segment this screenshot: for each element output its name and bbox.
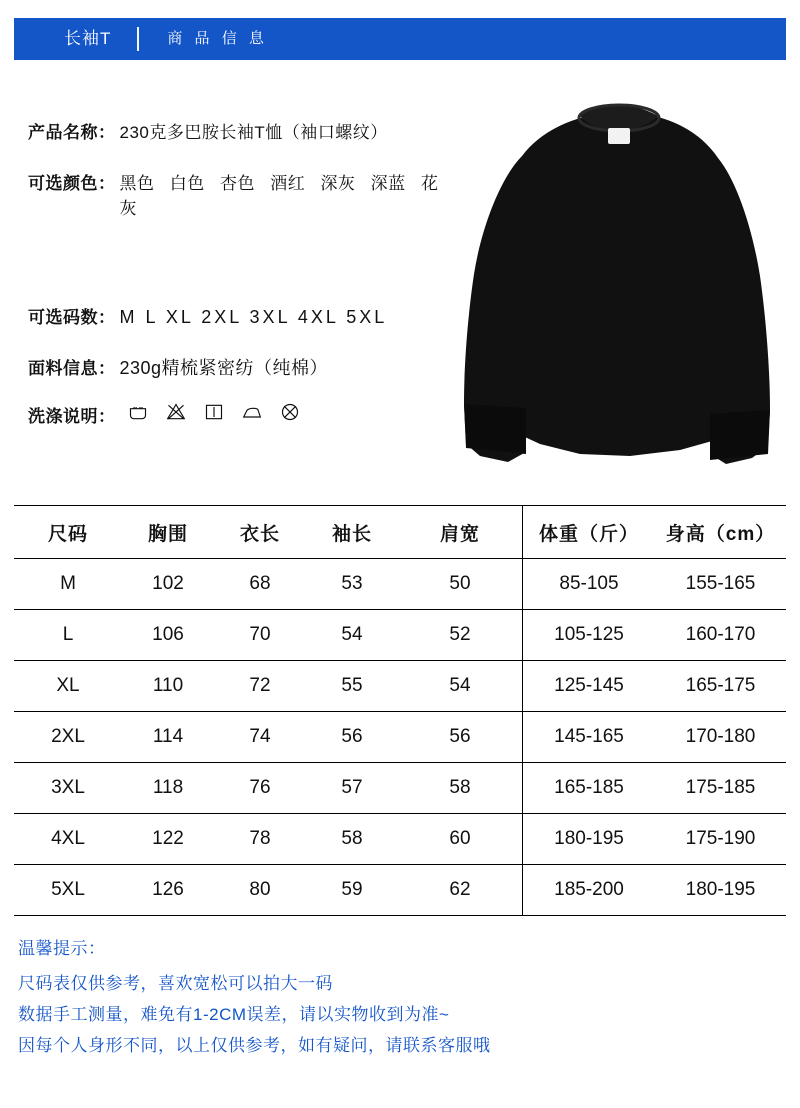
header-tab-label: 长袖T: [64, 29, 112, 48]
wash-label: 洗涤说明：: [28, 407, 116, 426]
sizes-label: 可选码数：: [28, 308, 116, 327]
info-row-sizes: [28, 303, 448, 328]
iron-icon: [242, 402, 262, 422]
cell-sleeve: 55: [306, 661, 398, 712]
color-option: 黑色: [119, 174, 155, 193]
table-row: [14, 559, 786, 610]
cell-sleeve: 59: [306, 865, 398, 916]
cell-height: 165-175: [655, 661, 786, 712]
table-row: [14, 814, 786, 865]
cell-chest: 126: [122, 865, 214, 916]
no-bleach-icon: [166, 402, 186, 422]
cell-length: 70: [214, 610, 306, 661]
cell-shoulder: 50: [398, 559, 523, 610]
cell-sleeve: 56: [306, 712, 398, 763]
notes-line-1: 尺码表仅供参考，喜欢宽松可以拍大一码: [18, 974, 333, 993]
col-header-length: 衣长: [214, 506, 306, 559]
cell-length: 76: [214, 763, 306, 814]
cell-weight: 180-195: [523, 814, 656, 865]
no-dryclean-icon: [280, 402, 300, 422]
color-option: 深蓝: [370, 174, 406, 193]
cell-length: 78: [214, 814, 306, 865]
table-row: [14, 712, 786, 763]
header-divider: [137, 27, 139, 51]
page-header: [14, 18, 786, 60]
cell-height: 175-190: [655, 814, 786, 865]
cell-shoulder: 52: [398, 610, 523, 661]
cell-shoulder: 60: [398, 814, 523, 865]
info-row-product-name: [28, 118, 448, 143]
color-option: 白色: [169, 174, 205, 193]
cell-shoulder: 58: [398, 763, 523, 814]
color-option: 杏色: [219, 174, 255, 193]
table-row: [14, 763, 786, 814]
cell-chest: 110: [122, 661, 214, 712]
notes-line-3: 因每个人身形不同，以上仅供参考，如有疑问，请联系客服哦: [18, 1036, 491, 1055]
cell-weight: 105-125: [523, 610, 656, 661]
table-row: [14, 610, 786, 661]
fabric-label: 面料信息：: [28, 359, 116, 378]
product-name-value: 230克多巴胺长袖T恤（袖口螺纹）: [119, 123, 388, 142]
col-header-size: 尺码: [14, 506, 122, 559]
cell-weight: 125-145: [523, 661, 656, 712]
color-option: 酒红: [270, 174, 306, 193]
size-chart-header: [14, 506, 786, 559]
long-sleeve-tshirt-illustration: [430, 84, 800, 484]
cell-height: 155-165: [655, 559, 786, 610]
table-row: [14, 661, 786, 712]
size-chart-table: [14, 505, 786, 916]
cell-size: L: [14, 610, 122, 661]
sizes-value: M L XL 2XL 3XL 4XL 5XL: [119, 307, 388, 327]
cell-weight: 145-165: [523, 712, 656, 763]
notes-line-2: 数据手工测量，难免有1-2CM误差，请以实物收到为准~: [18, 1005, 450, 1024]
header-subtitle: 商 品 信 息: [167, 30, 268, 47]
col-header-height: 身高（cm）: [655, 506, 786, 559]
cell-size: 4XL: [14, 814, 122, 865]
color-option: 深灰: [320, 174, 356, 193]
cell-shoulder: 56: [398, 712, 523, 763]
cell-height: 180-195: [655, 865, 786, 916]
cell-sleeve: 58: [306, 814, 398, 865]
size-chart-body: [14, 559, 786, 916]
product-info-block: [28, 118, 448, 453]
cell-shoulder: 62: [398, 865, 523, 916]
cell-height: 160-170: [655, 610, 786, 661]
cell-size: 3XL: [14, 763, 122, 814]
tumble-dry-icon: [204, 402, 224, 422]
cell-size: XL: [14, 661, 122, 712]
col-header-sleeve: 袖长: [306, 506, 398, 559]
colors-label: 可选颜色：: [28, 174, 116, 193]
size-chart: [14, 505, 786, 916]
fabric-value: 230g精梳紧密纺（纯棉）: [119, 358, 329, 378]
col-header-weight: 体重（斤）: [523, 506, 656, 559]
info-row-colors: [28, 169, 448, 219]
cell-weight: 165-185: [523, 763, 656, 814]
info-row-fabric: [28, 354, 448, 380]
cell-weight: 185-200: [523, 865, 656, 916]
cell-size: 2XL: [14, 712, 122, 763]
product-name-label: 产品名称：: [28, 123, 116, 142]
cell-chest: 122: [122, 814, 214, 865]
footer-notes: [18, 933, 778, 1061]
cell-size: M: [14, 559, 122, 610]
cell-chest: 106: [122, 610, 214, 661]
cell-length: 80: [214, 865, 306, 916]
info-row-wash: [28, 402, 448, 427]
table-row: [14, 865, 786, 916]
color-option: 花灰: [119, 174, 439, 218]
cell-sleeve: 53: [306, 559, 398, 610]
cell-chest: 114: [122, 712, 214, 763]
hand-wash-icon: [128, 402, 148, 422]
colors-value: [120, 169, 449, 219]
cell-length: 72: [214, 661, 306, 712]
cell-shoulder: 54: [398, 661, 523, 712]
cell-height: 170-180: [655, 712, 786, 763]
wash-care-icons: [128, 402, 318, 422]
cell-length: 68: [214, 559, 306, 610]
cell-chest: 102: [122, 559, 214, 610]
cell-weight: 85-105: [523, 559, 656, 610]
cell-sleeve: 54: [306, 610, 398, 661]
product-photo: [430, 84, 800, 484]
col-header-shoulder: 肩宽: [398, 506, 523, 559]
cell-size: 5XL: [14, 865, 122, 916]
table-header-row: [14, 506, 786, 559]
cell-length: 74: [214, 712, 306, 763]
cell-chest: 118: [122, 763, 214, 814]
col-header-chest: 胸围: [122, 506, 214, 559]
cell-sleeve: 57: [306, 763, 398, 814]
notes-title: 温馨提示：: [18, 939, 106, 958]
cell-height: 175-185: [655, 763, 786, 814]
